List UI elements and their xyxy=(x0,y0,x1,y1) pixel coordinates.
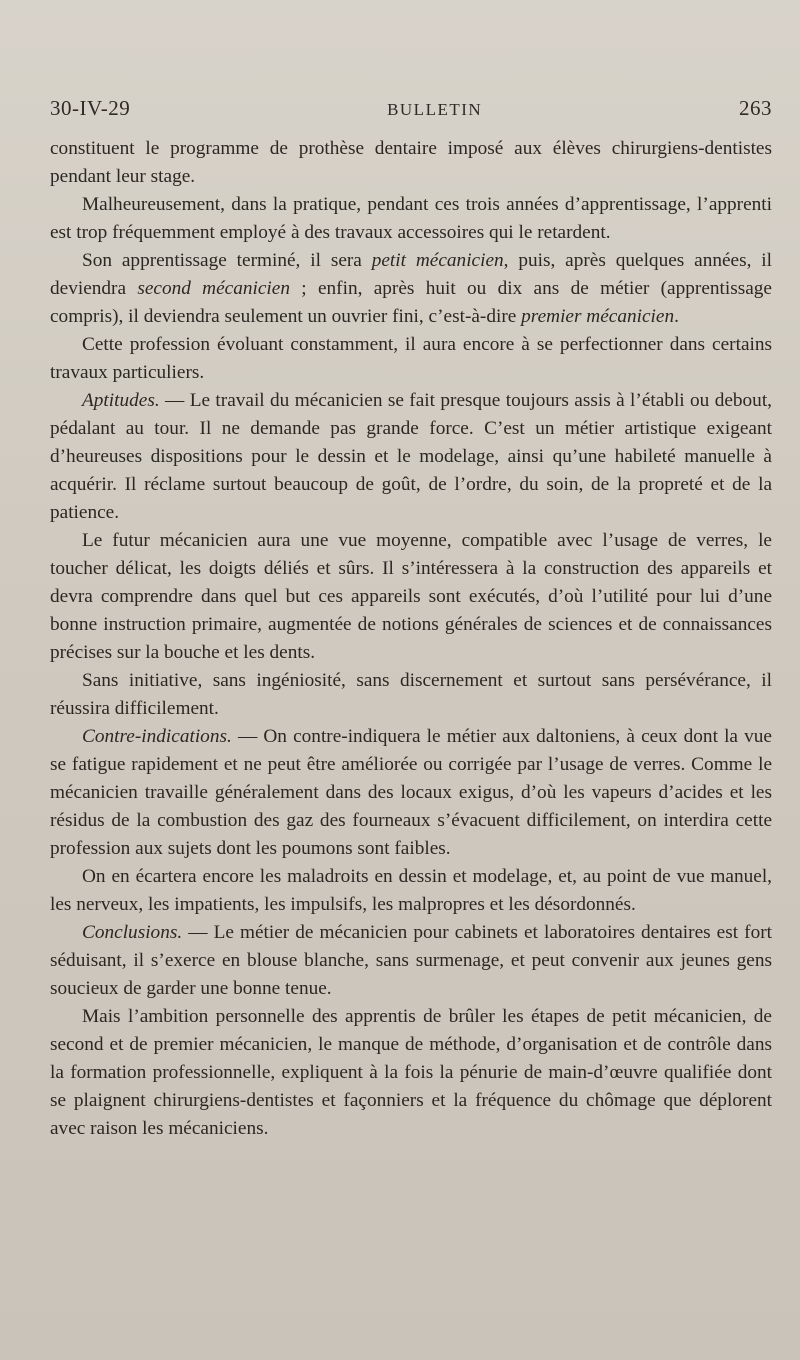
body-text xyxy=(50,135,772,1143)
section-aptitudes: Aptitudes. — Le travail du mécanicien se fait presque toujours assis à l’établi ou debout, pédalant au tour. Il ne demande pas grande force. C’est un métier artistique exigeant d’heureuses dispositions pour le dessin et le modelage, ainsi qu’une habileté manuelle à acquérir. Il réclame surtout beaucoup de goût, de l’ordre, du soin, de la propreté et de la patience. xyxy=(50,390,772,523)
paragraph: On en écartera encore les maladroits en dessin et modelage, et, au point de vue manuel, les nerveux, les impatients, les impulsifs, les malpropres et les désordonnés. xyxy=(50,866,772,915)
paragraph: Son apprentissage terminé, il sera petit mécanicien, puis, après quelques années, il deviendra second mécanicien ; enfin, après huit ou dix ans de métier (apprentissage compris), il deviendra seulement un ouvrier fini, c’est-à-dire premier mécanicien. xyxy=(50,250,772,327)
paragraph: Le futur mécanicien aura une vue moyenne, compatible avec l’usage de verres, le toucher délicat, les doigts déliés et sûrs. Il s’intéressera à la construction des appareils et devra comprendre dans quel but ces appareils sont exécutés, d’où l’utilité pour lui d’une bonne instruction primaire, augmentée de notions générales de sciences et de connaissances précises sur la bouche et les dents. xyxy=(50,530,772,663)
page-number: 263 xyxy=(739,96,772,120)
section-conclusions: Conclusions. — Le métier de mécanicien pour cabinets et laboratoires dentaires est fort séduisant, il s’exerce en blouse blanche, sans surmenage, et peut convenir aux jeunes gens soucieux de garder une bonne tenue. xyxy=(50,922,772,999)
section-heading: Conclusions. xyxy=(82,922,183,943)
issue-date: 30-IV-29 xyxy=(50,96,131,120)
italic-term: petit mécanicien xyxy=(371,250,504,271)
section-heading: Aptitudes. xyxy=(82,390,160,411)
paragraph: Malheureusement, dans la pratique, pendant ces trois années d’apprentissage, l’apprenti est trop fréquemment employé à des travaux accessoires qui le retardent. xyxy=(50,194,772,243)
paragraph: Sans initiative, sans ingéniosité, sans discernement et surtout sans persévérance, il réussira difficilement. xyxy=(50,670,772,719)
paragraph: Mais l’ambition personnelle des apprentis de brûler les étapes de petit mécanicien, de second et de premier mécanicien, le manque de méthode, d’organisation et de contrôle dans la formation professionnelle, expliquent à la fois la pénurie de main-d’œuvre qualifiée dont se plaignent chirurgiens-dentistes et façonniers et la fréquence du chômage que déplorent avec raison les mécaniciens. xyxy=(50,1006,772,1139)
italic-term: second mécanicien xyxy=(137,278,290,299)
journal-title: BULLETIN xyxy=(387,100,483,119)
italic-term: premier mécanicien xyxy=(521,306,675,327)
paragraph: Cette profession évoluant constamment, il aura encore à se perfectionner dans certains travaux particuliers. xyxy=(50,334,772,383)
section-contre-indications: Contre-indications. — On contre-indiquera le métier aux daltoniens, à ceux dont la vue se fatigue rapidement et ne peut être améliorée ou corrigée par l’usage de verres. Comme le mécanicien travaille généralement dans des locaux exigus, d’où les vapeurs d’acides et les résidus de la combustion des gaz des fourneaux s’évacuent difficilement, on interdira cette profession aux sujets dont les poumons sont faibles. xyxy=(50,726,772,859)
section-heading: Contre-indications. xyxy=(82,726,232,747)
paragraph: constituent le programme de prothèse dentaire imposé aux élèves chirurgiens-dentistes pendant leur stage. xyxy=(50,138,772,187)
running-head xyxy=(50,96,772,121)
